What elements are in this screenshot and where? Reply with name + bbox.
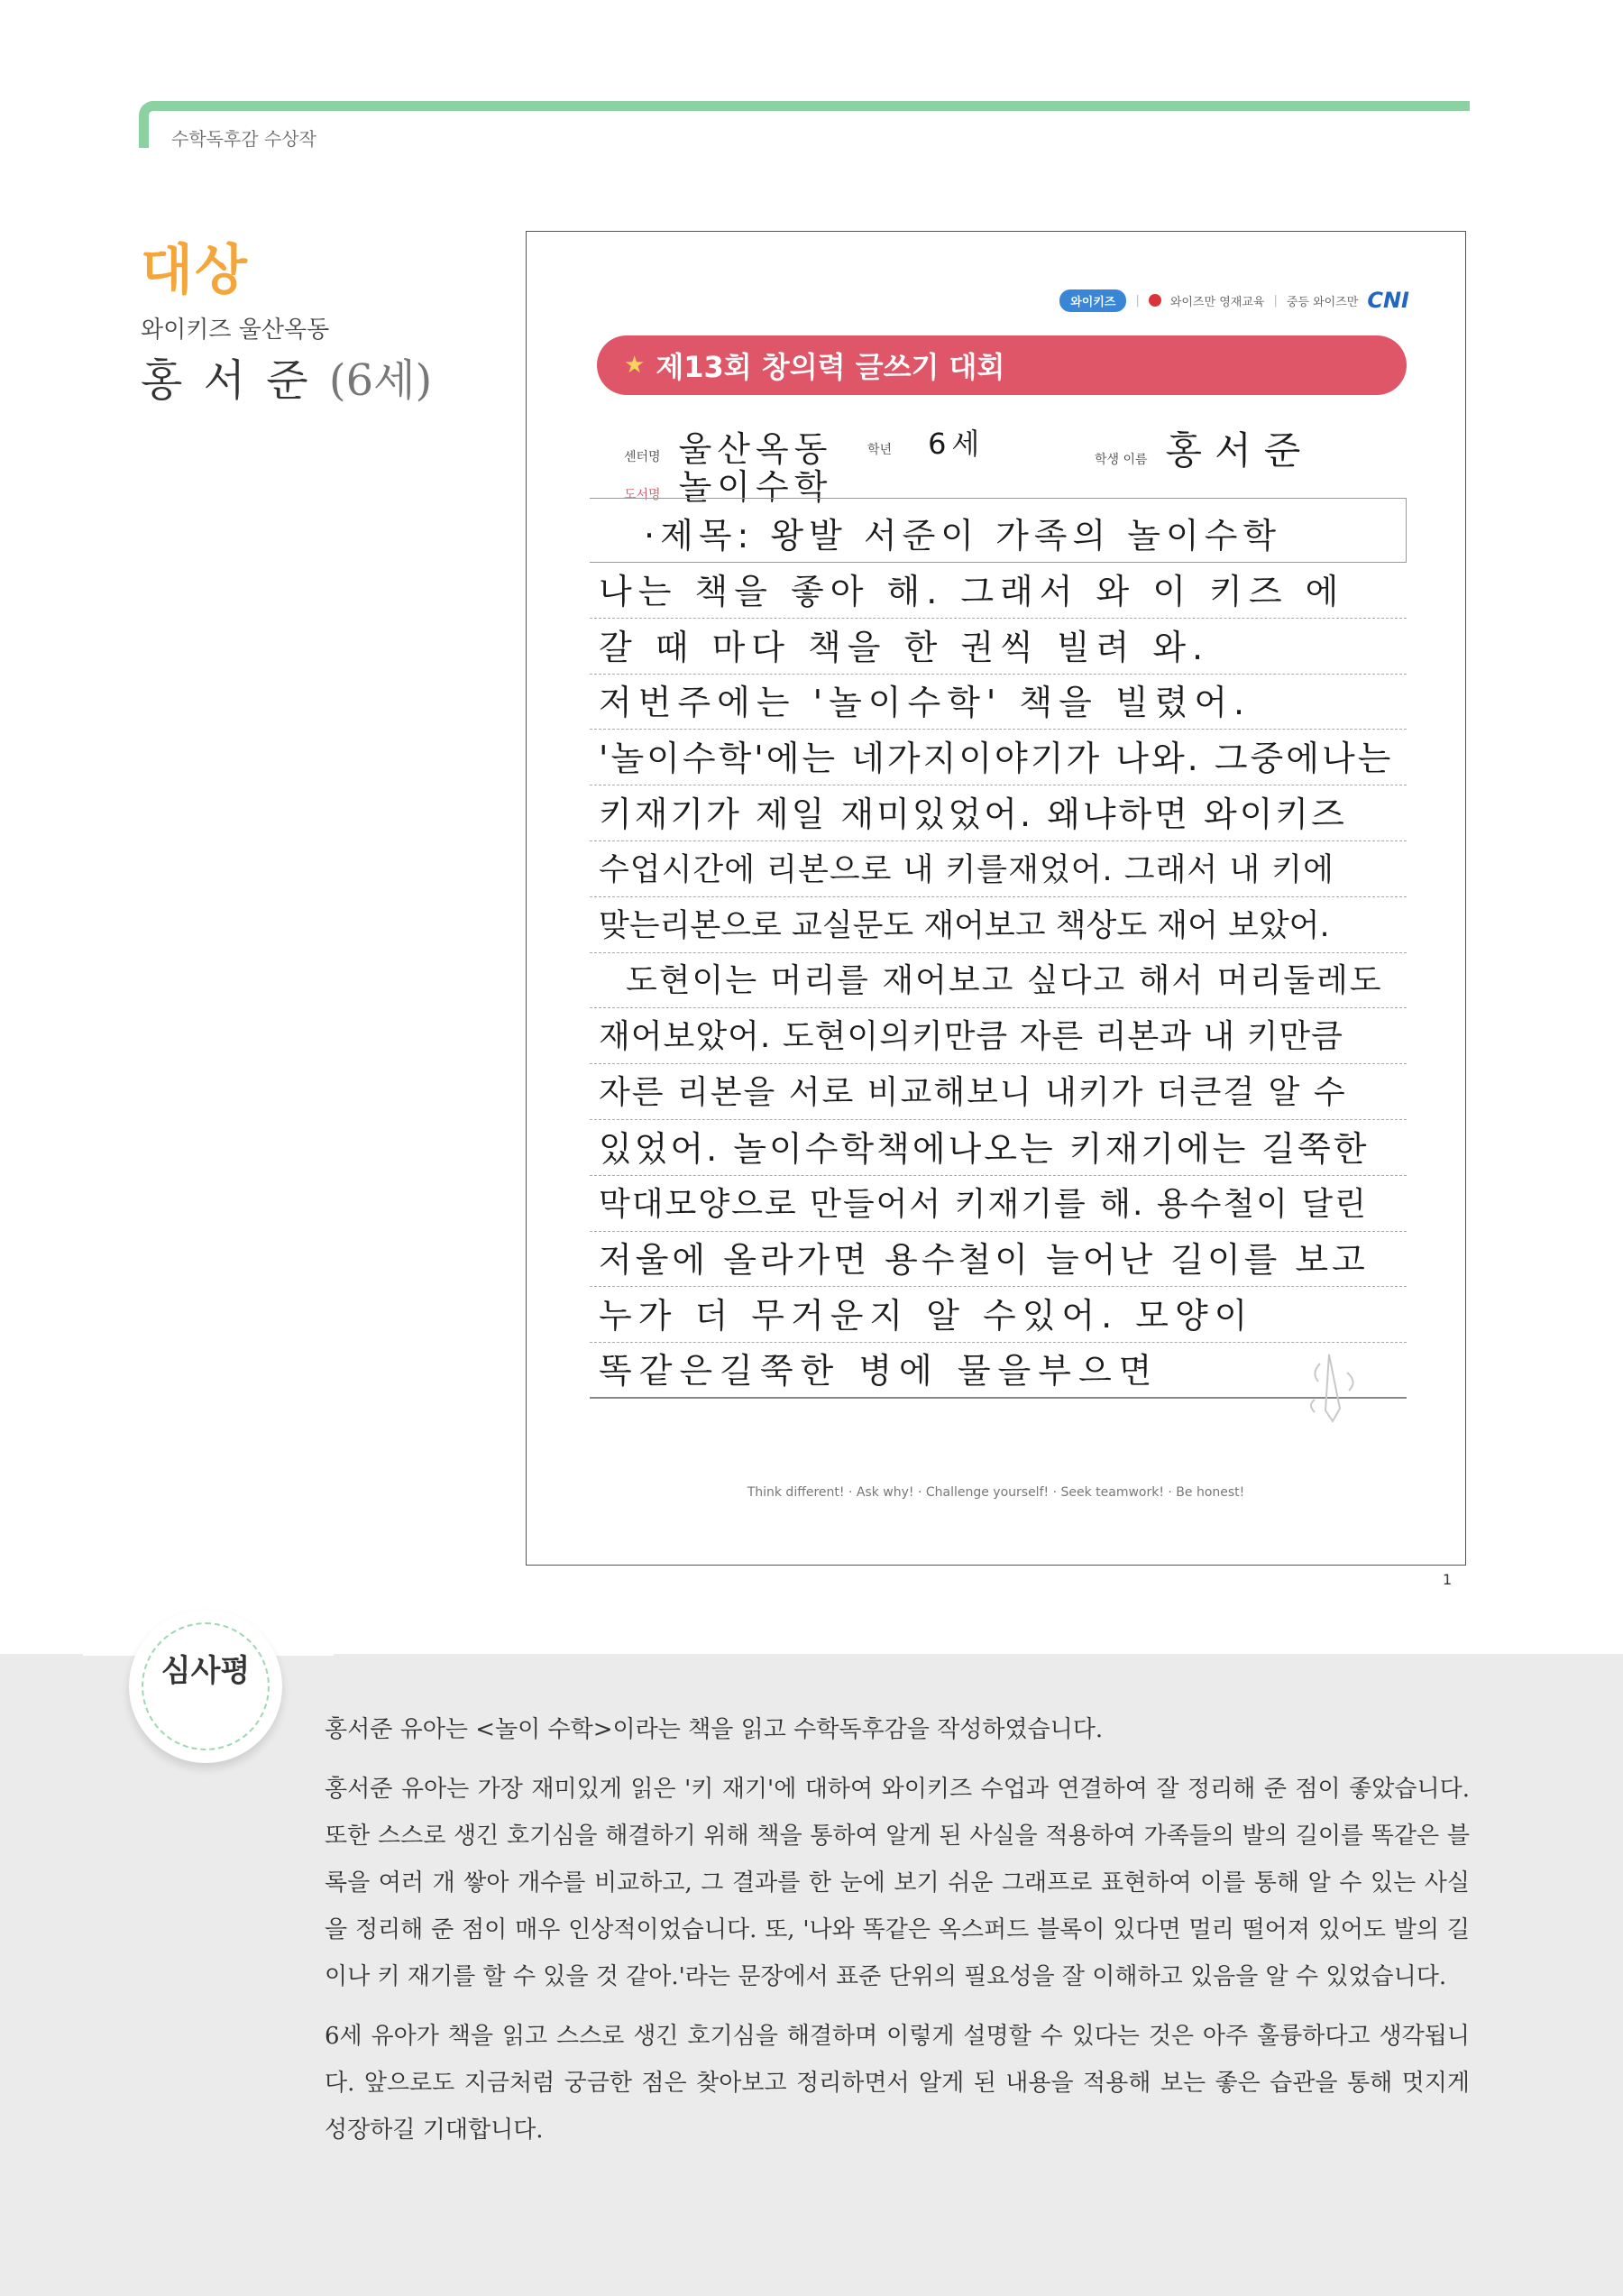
grade-value: 6세	[928, 427, 986, 461]
essay-line: 누가 더 무거운지 알 수있어. 모양이	[590, 1287, 1407, 1343]
pencil-doodle-icon	[1302, 1345, 1365, 1427]
review-body	[325, 1706, 1470, 2166]
logo-row: 와이키즈 | 와이즈만 영재교육 | 중등 와이즈만 CNI	[1059, 288, 1409, 313]
essay-line: 키재기가 제일 재미있었어. 왜냐하면 와이키즈	[590, 785, 1407, 841]
cni-logo: CNI	[1367, 288, 1409, 313]
essay-line: 도현이는 머리를 재어보고 싶다고 해서 머리둘레도	[590, 953, 1407, 1009]
org-logo-icon	[1149, 294, 1161, 307]
review-paragraph: 6세 유아가 책을 읽고 스스로 생긴 호기심을 해결하며 이렇게 설명할 수 있다는 것은 아주 훌륭하다고 생각됩니다. 앞으로도 지금처럼 궁금한 점은 찾아보고 정리하면서 알게 된 내용을 적용해 보는 좋은 습관을 통해 멋지게 성장하길 기대합니다.	[325, 2023, 1470, 2144]
star-icon: ★	[624, 352, 646, 379]
award-center: 와이키즈 울산옥동	[141, 317, 330, 344]
essay-title: ·제목: 왕발 서준이 가족의 놀이수학	[644, 516, 1282, 556]
review-badge-label: 심사평	[160, 1653, 251, 1689]
essay-title-box	[590, 498, 1407, 563]
essay-lines	[590, 563, 1407, 1399]
grade-label: 학년	[867, 443, 893, 457]
essay-line: 저울에 올라가면 용수철이 늘어난 길이를 보고	[590, 1232, 1407, 1288]
award-title: 대상	[141, 239, 249, 302]
sub-logo-text: 중등 와이즈만	[1286, 295, 1359, 309]
center-value: 울산옥동	[678, 429, 833, 469]
student-value: 홍서준	[1165, 428, 1314, 473]
field-grade	[867, 421, 985, 463]
essay-line: 저번주에는 '놀이수학' 책을 빌렸어.	[590, 675, 1407, 730]
winner-name: 홍 서 준	[141, 355, 312, 406]
essay-line: 맞는리본으로 교실문도 재어보고 책상도 재어 보았어.	[590, 897, 1407, 953]
essay-line: 똑같은길쭉한 병에 물을부으면	[590, 1343, 1407, 1399]
contest-title: 제13회 창의력 글쓰기 대회	[656, 350, 1005, 384]
essay-line: 있었어. 놀이수학책에나오는 키재기에는 길쭉한	[590, 1120, 1407, 1176]
slogan: Think different! · Ask why! · Challenge yourself! · Seek teamwork! · Be honest!	[747, 1485, 1245, 1500]
header-accent-line	[139, 101, 1470, 148]
review-badge	[129, 1610, 282, 1763]
section-label: 수학독후감 수상작	[171, 128, 316, 150]
book-value: 놀이수학	[678, 467, 833, 507]
essay-line: 자른 리본을 서로 비교해보니 내키가 더큰걸 알 수	[590, 1064, 1407, 1120]
org-logo-text: 와이즈만 영재교육	[1169, 295, 1265, 309]
scanned-essay	[526, 231, 1466, 1566]
essay-line: 재어보았어. 도현이의키만큼 자른 리본과 내 키만큼	[590, 1008, 1407, 1064]
essay-line: 나는 책을 좋아 해. 그래서 와 이 키즈 에	[590, 563, 1407, 619]
brand-logo: 와이키즈	[1059, 289, 1126, 312]
essay-line: 갈 때 마다 책을 한 권씩 빌려 와.	[590, 619, 1407, 675]
book-label: 도서명	[624, 488, 661, 502]
contest-banner	[597, 335, 1407, 395]
field-student	[1095, 421, 1313, 475]
essay-line: 막대모양으로 만들어서 키재기를 해. 용수철이 달린	[590, 1176, 1407, 1232]
center-label: 센터명	[624, 450, 661, 464]
student-label: 학생 이름	[1095, 453, 1148, 467]
essay-line: '놀이수학'에는 네가지이야기가 나와. 그중에나는	[590, 730, 1407, 785]
review-paragraph: 홍서준 유아는 가장 재미있게 읽은 '키 재기'에 대하여 와이키즈 수업과 연결하여 잘 정리해 준 점이 좋았습니다. 또한 스스로 생긴 호기심을 해결하기 위해 책을 통하여 알게 된 사실을 적용하여 가족들의 발의 길이를 똑같은 블록을 여러 개 쌓아 개수를 비교하고, 그 결과를 한 눈에 보기 쉬운 그래프로 표현하여 이를 통해 알 수 있는 사실을 정리해 준 점이 매우 인상적이었습니다. 또, '나와 똑같은 옥스퍼드 블록이 있다면 멀리 떨어져 있어도 발의 길이나 키 재기를 할 수 있을 것 같아.'라는 문장에서 표준 단위의 필요성을 잘 이해하고 있음을 알 수 있었습니다.	[325, 1776, 1470, 1990]
review-paragraph: 홍서준 유아는 <놀이 수학>이라는 책을 읽고 수학독후감을 작성하였습니다.	[325, 1716, 1104, 1743]
winner-age: (6세)	[328, 355, 433, 406]
page-number: 1	[1443, 1571, 1453, 1588]
essay-line: 수업시간에 리본으로 내 키를재었어. 그래서 내 키에	[590, 841, 1407, 897]
award-winner	[141, 345, 432, 408]
